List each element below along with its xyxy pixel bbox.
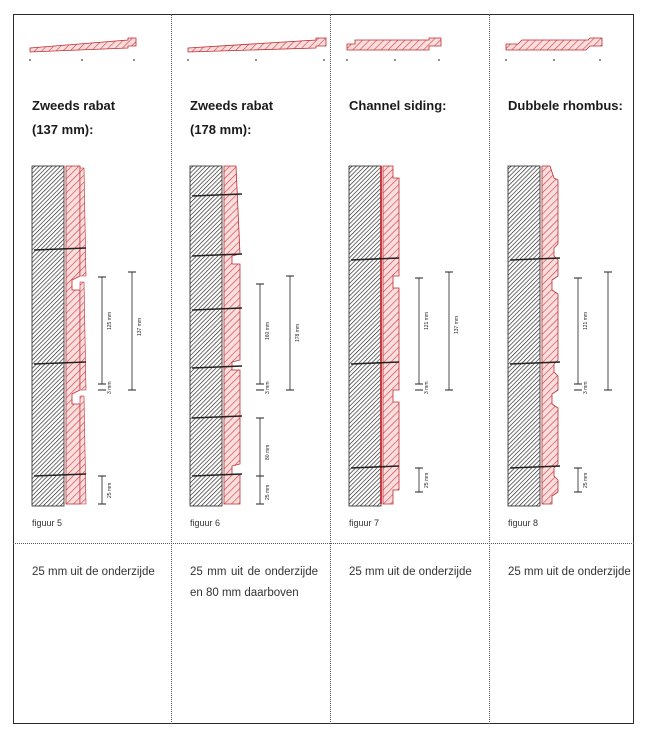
dim-label: 125 mm <box>107 311 113 330</box>
figure-caption: figuur 7 <box>349 518 380 528</box>
dim-label: 3 mm <box>265 381 271 394</box>
figure-caption: figuur 6 <box>190 518 221 528</box>
dim-label: 137 mm <box>137 317 143 336</box>
dim-label: 25 mm <box>583 472 589 488</box>
dim-label: 25 mm <box>265 484 271 500</box>
section-drawing <box>182 164 322 509</box>
dim-label: 137 mm <box>454 315 460 334</box>
dim-label: 25 mm <box>424 472 430 488</box>
section-drawing <box>500 164 640 509</box>
dim-label: 121 mm <box>424 311 430 330</box>
column-title: Channel siding: <box>349 98 447 113</box>
column-dubbele-rhombus <box>490 14 647 724</box>
dim-label: 121 mm <box>583 311 589 330</box>
board-profile-icon <box>504 36 614 62</box>
column-title: Zweeds rabat (178 mm): <box>190 98 274 137</box>
nail-position-note: 25 mm uit de onderzijde <box>508 566 631 578</box>
nail-position-note: 25 mm uit de onderzijde <box>32 566 155 578</box>
board-profile-icon <box>345 36 455 62</box>
dim-label: 3 mm <box>424 381 430 394</box>
figure-caption: figuur 8 <box>508 518 539 528</box>
column-zweeds-rabat-137 <box>14 14 171 724</box>
dim-label: 3 mm <box>583 381 589 394</box>
dim-label: 80 mm <box>265 444 271 460</box>
board-profile-icon <box>28 36 138 62</box>
column-zweeds-rabat-178 <box>172 14 329 724</box>
nail-position-note: 25 mm uit de onderzijde <box>349 566 472 578</box>
dim-label: 25 mm <box>107 482 113 498</box>
dim-label: 3 mm <box>107 381 113 394</box>
column-title: Dubbele rhombus: <box>508 98 623 113</box>
section-drawing <box>341 164 481 509</box>
dim-label: 178 mm <box>295 323 301 342</box>
section-drawing <box>24 164 164 509</box>
column-channel-siding <box>331 14 488 724</box>
column-title: Zweeds rabat (137 mm): <box>32 98 116 137</box>
board-profile-icon <box>186 36 331 62</box>
dim-label: 160 mm <box>265 321 271 340</box>
nail-position-note: 25 mm uit de onderzijde en 80 mm daarboven <box>190 566 318 599</box>
figure-caption: figuur 5 <box>32 518 63 528</box>
